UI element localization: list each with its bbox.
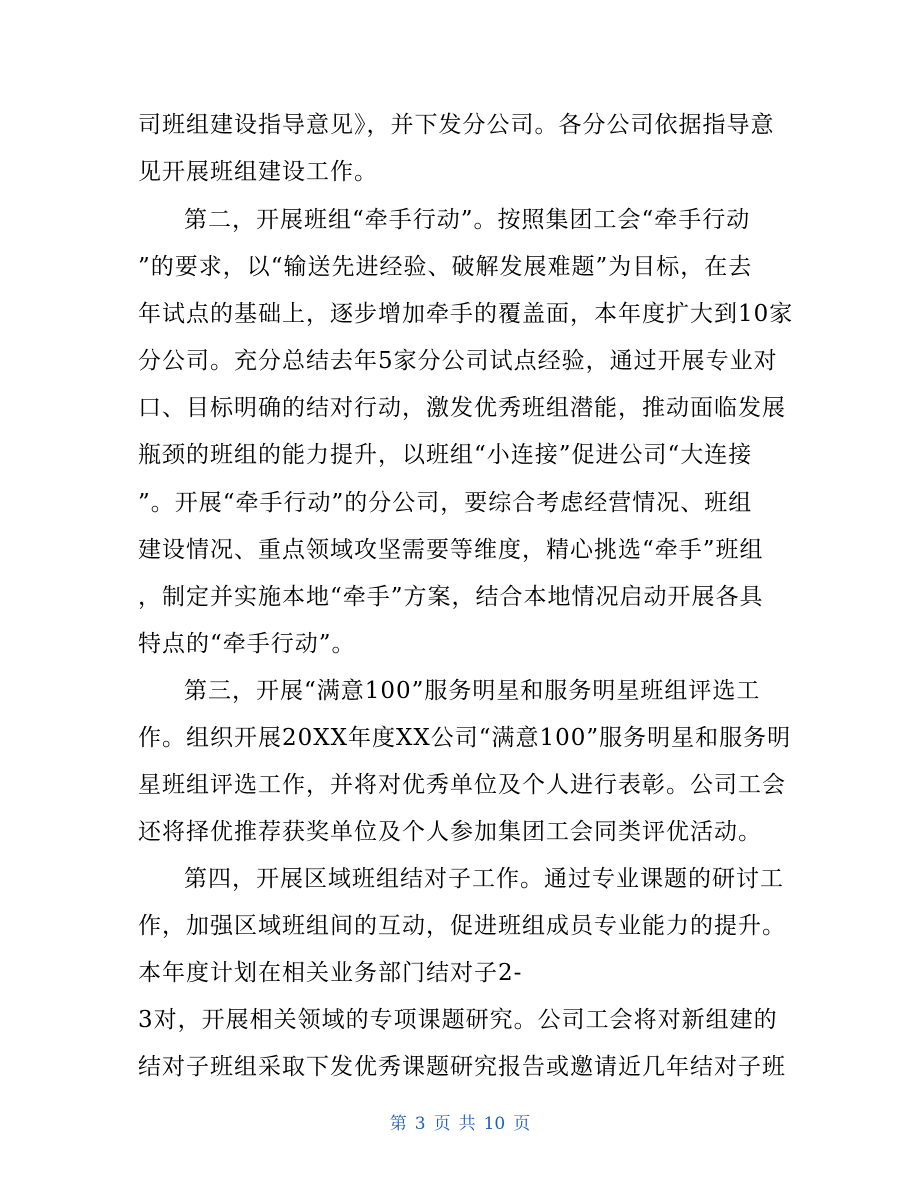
- body-text-line: ”。开展“牵手行动”的分公司，要综合考虑经营情况、班组: [138, 490, 753, 516]
- page-footer: [0, 1114, 920, 1134]
- body-text-line: 还将择优推荐获奖单位及个人参加集团工会同类评优活动。: [138, 819, 762, 845]
- total-label: 共: [458, 1114, 476, 1134]
- body-text-line: 特点的“牵手行动”。: [138, 631, 356, 657]
- page-label-mid: 页: [433, 1114, 451, 1134]
- body-text-line: ”的要求，以“输送先进经验、破解发展难题”为目标，在去: [138, 254, 753, 280]
- body-text-line: ，制定并实施本地“牵手”方案，结合本地情况启动开展各具: [138, 584, 764, 610]
- body-text-line: 司班组建设指导意见》，并下发分公司。各分公司依据指导意: [138, 112, 775, 138]
- body-text-line: 本年度计划在相关业务部门结对子2-: [138, 960, 523, 986]
- paragraph-start-line: 第三，开展“满意100”服务明星和服务明星班组评选工: [184, 678, 761, 704]
- page-label-suffix: 页: [513, 1114, 531, 1134]
- paragraph-start-line: 第四，开展区域班组结对子工作。通过专业课题的研讨工: [184, 866, 784, 892]
- body-text-line: 建设情况、重点领域攻坚需要等维度，精心挑选“牵手”班组: [138, 537, 764, 563]
- body-text-line: 作。组织开展20XX年度XX公司“满意100”服务明星和服务明: [138, 725, 792, 751]
- body-text-line: 分公司。充分总结去年5家分公司试点经验，通过开展专业对: [138, 348, 778, 374]
- current-page-number: 3: [414, 1114, 426, 1134]
- body-text-line: 结对子班组采取下发优秀课题研究报告或邀请近几年结对子班: [138, 1054, 786, 1080]
- body-text-line: 见开展班组建设工作。: [138, 159, 378, 185]
- body-text-line: 年试点的基础上，逐步增加牵手的覆盖面，本年度扩大到10家: [138, 301, 794, 327]
- paragraph-start-line: 第二，开展班组“牵手行动”。按照集团工会“牵手行动: [184, 207, 751, 233]
- total-pages-number: 10: [483, 1114, 506, 1134]
- body-text-line: 3对，开展相关领域的专项课题研究。公司工会将对新组建的: [138, 1007, 778, 1033]
- body-text-line: 星班组评选工作，并将对优秀单位及个人进行表彰。公司工会: [138, 772, 786, 798]
- page-label-prefix: 第: [389, 1114, 407, 1134]
- body-text-line: 瓶颈的班组的能力提升，以班组“小连接”促进公司“大连接: [138, 442, 753, 468]
- body-text-line: 口、目标明确的结对行动，激发优秀班组潜能，推动面临发展: [138, 395, 786, 421]
- body-text-line: 作，加强区域班组间的互动，促进班组成员专业能力的提升。: [138, 913, 786, 939]
